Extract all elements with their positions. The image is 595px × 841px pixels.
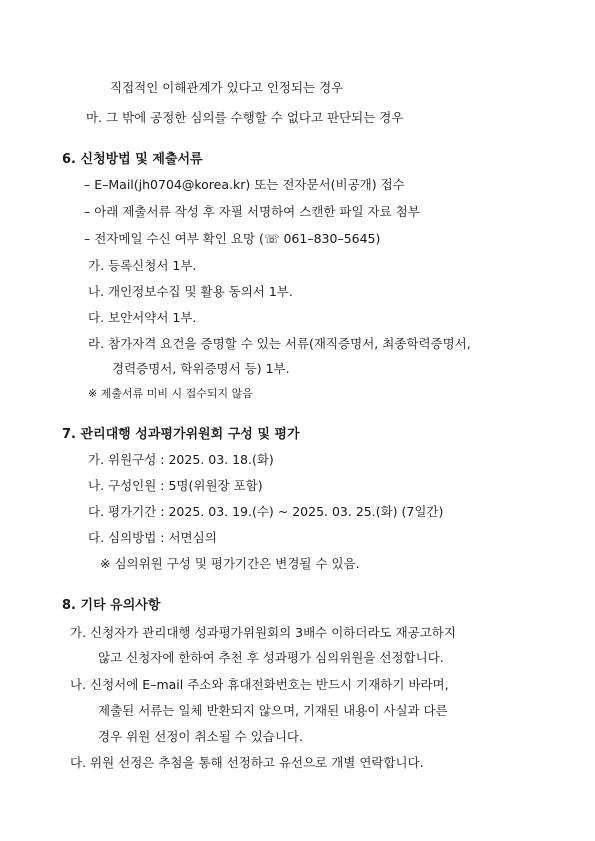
- section-6-note: ※ 제출서류 미비 시 접수되지 않음: [88, 387, 253, 400]
- section-7-item-2: 나. 구성인원 : 5명(위원장 포함): [88, 478, 263, 493]
- continuation-line-1: 직접적인 이해관계가 있다고 인정되는 경우: [110, 80, 344, 95]
- section-8-heading: 8. 기타 유의사항: [62, 598, 161, 613]
- section-8-line-4: 제출된 서류는 일체 반환되지 않으며, 기재된 내용이 사실과 다른: [98, 703, 448, 718]
- section-8-line-2: 않고 신청자에 한하여 추천 후 성과평가 심의위원을 선정합니다.: [98, 650, 444, 665]
- section-6-item-1: 가. 등록신청서 1부.: [88, 258, 197, 273]
- section-8-line-5: 경우 위원 선정이 취소될 수 있습니다.: [98, 729, 303, 744]
- continuation-line-2: 마. 그 밖에 공정한 심의를 수행할 수 없다고 판단되는 경우: [86, 110, 404, 125]
- section-7-item-1: 가. 위원구성 : 2025. 03. 18.(화): [88, 452, 274, 467]
- section-7-note: ※ 심의위원 구성 및 평가기간은 변경될 수 있음.: [100, 556, 360, 571]
- section-6-item-4-cont: 경력증명서, 학위증명서 등) 1부.: [112, 361, 290, 376]
- section-6-item-2: 나. 개인정보수집 및 활용 동의서 1부.: [88, 284, 293, 299]
- section-6-dash-1: – E–Mail(jh0704@korea.kr) 또는 전자문서(비공개) 접수: [84, 177, 405, 192]
- section-8-line-3: 나. 신청서에 E–mail 주소와 휴대전화번호는 반드시 기재하기 바라며,: [70, 677, 449, 692]
- section-7-item-4: 다. 심의방법 : 서면심의: [88, 530, 217, 545]
- section-6-item-3: 다. 보안서약서 1부.: [88, 310, 197, 325]
- section-6-dash-2: – 아래 제출서류 작성 후 자필 서명하여 스캔한 파일 자료 첨부: [84, 204, 420, 219]
- section-7-heading: 7. 관리대행 성과평가위원회 구성 및 평가: [62, 427, 300, 442]
- section-6-item-4: 라. 참가자격 요건을 증명할 수 있는 서류(재직증명서, 최종학력증명서,: [88, 336, 471, 351]
- section-6-heading: 6. 신청방법 및 제출서류: [62, 152, 203, 167]
- section-8-line-1: 가. 신청자가 관리대행 성과평가위원회의 3배수 이하더라도 재공고하지: [70, 625, 456, 640]
- section-6-dash-3: – 전자메일 수신 여부 확인 요망 (☏ 061–830–5645): [84, 231, 381, 246]
- section-7-item-3: 다. 평가기간 : 2025. 03. 19.(수) ~ 2025. 03. 25.(화) (7일간): [88, 504, 444, 519]
- section-8-line-6: 다. 위원 선정은 추첨을 통해 선정하고 유선으로 개별 연락합니다.: [70, 755, 424, 770]
